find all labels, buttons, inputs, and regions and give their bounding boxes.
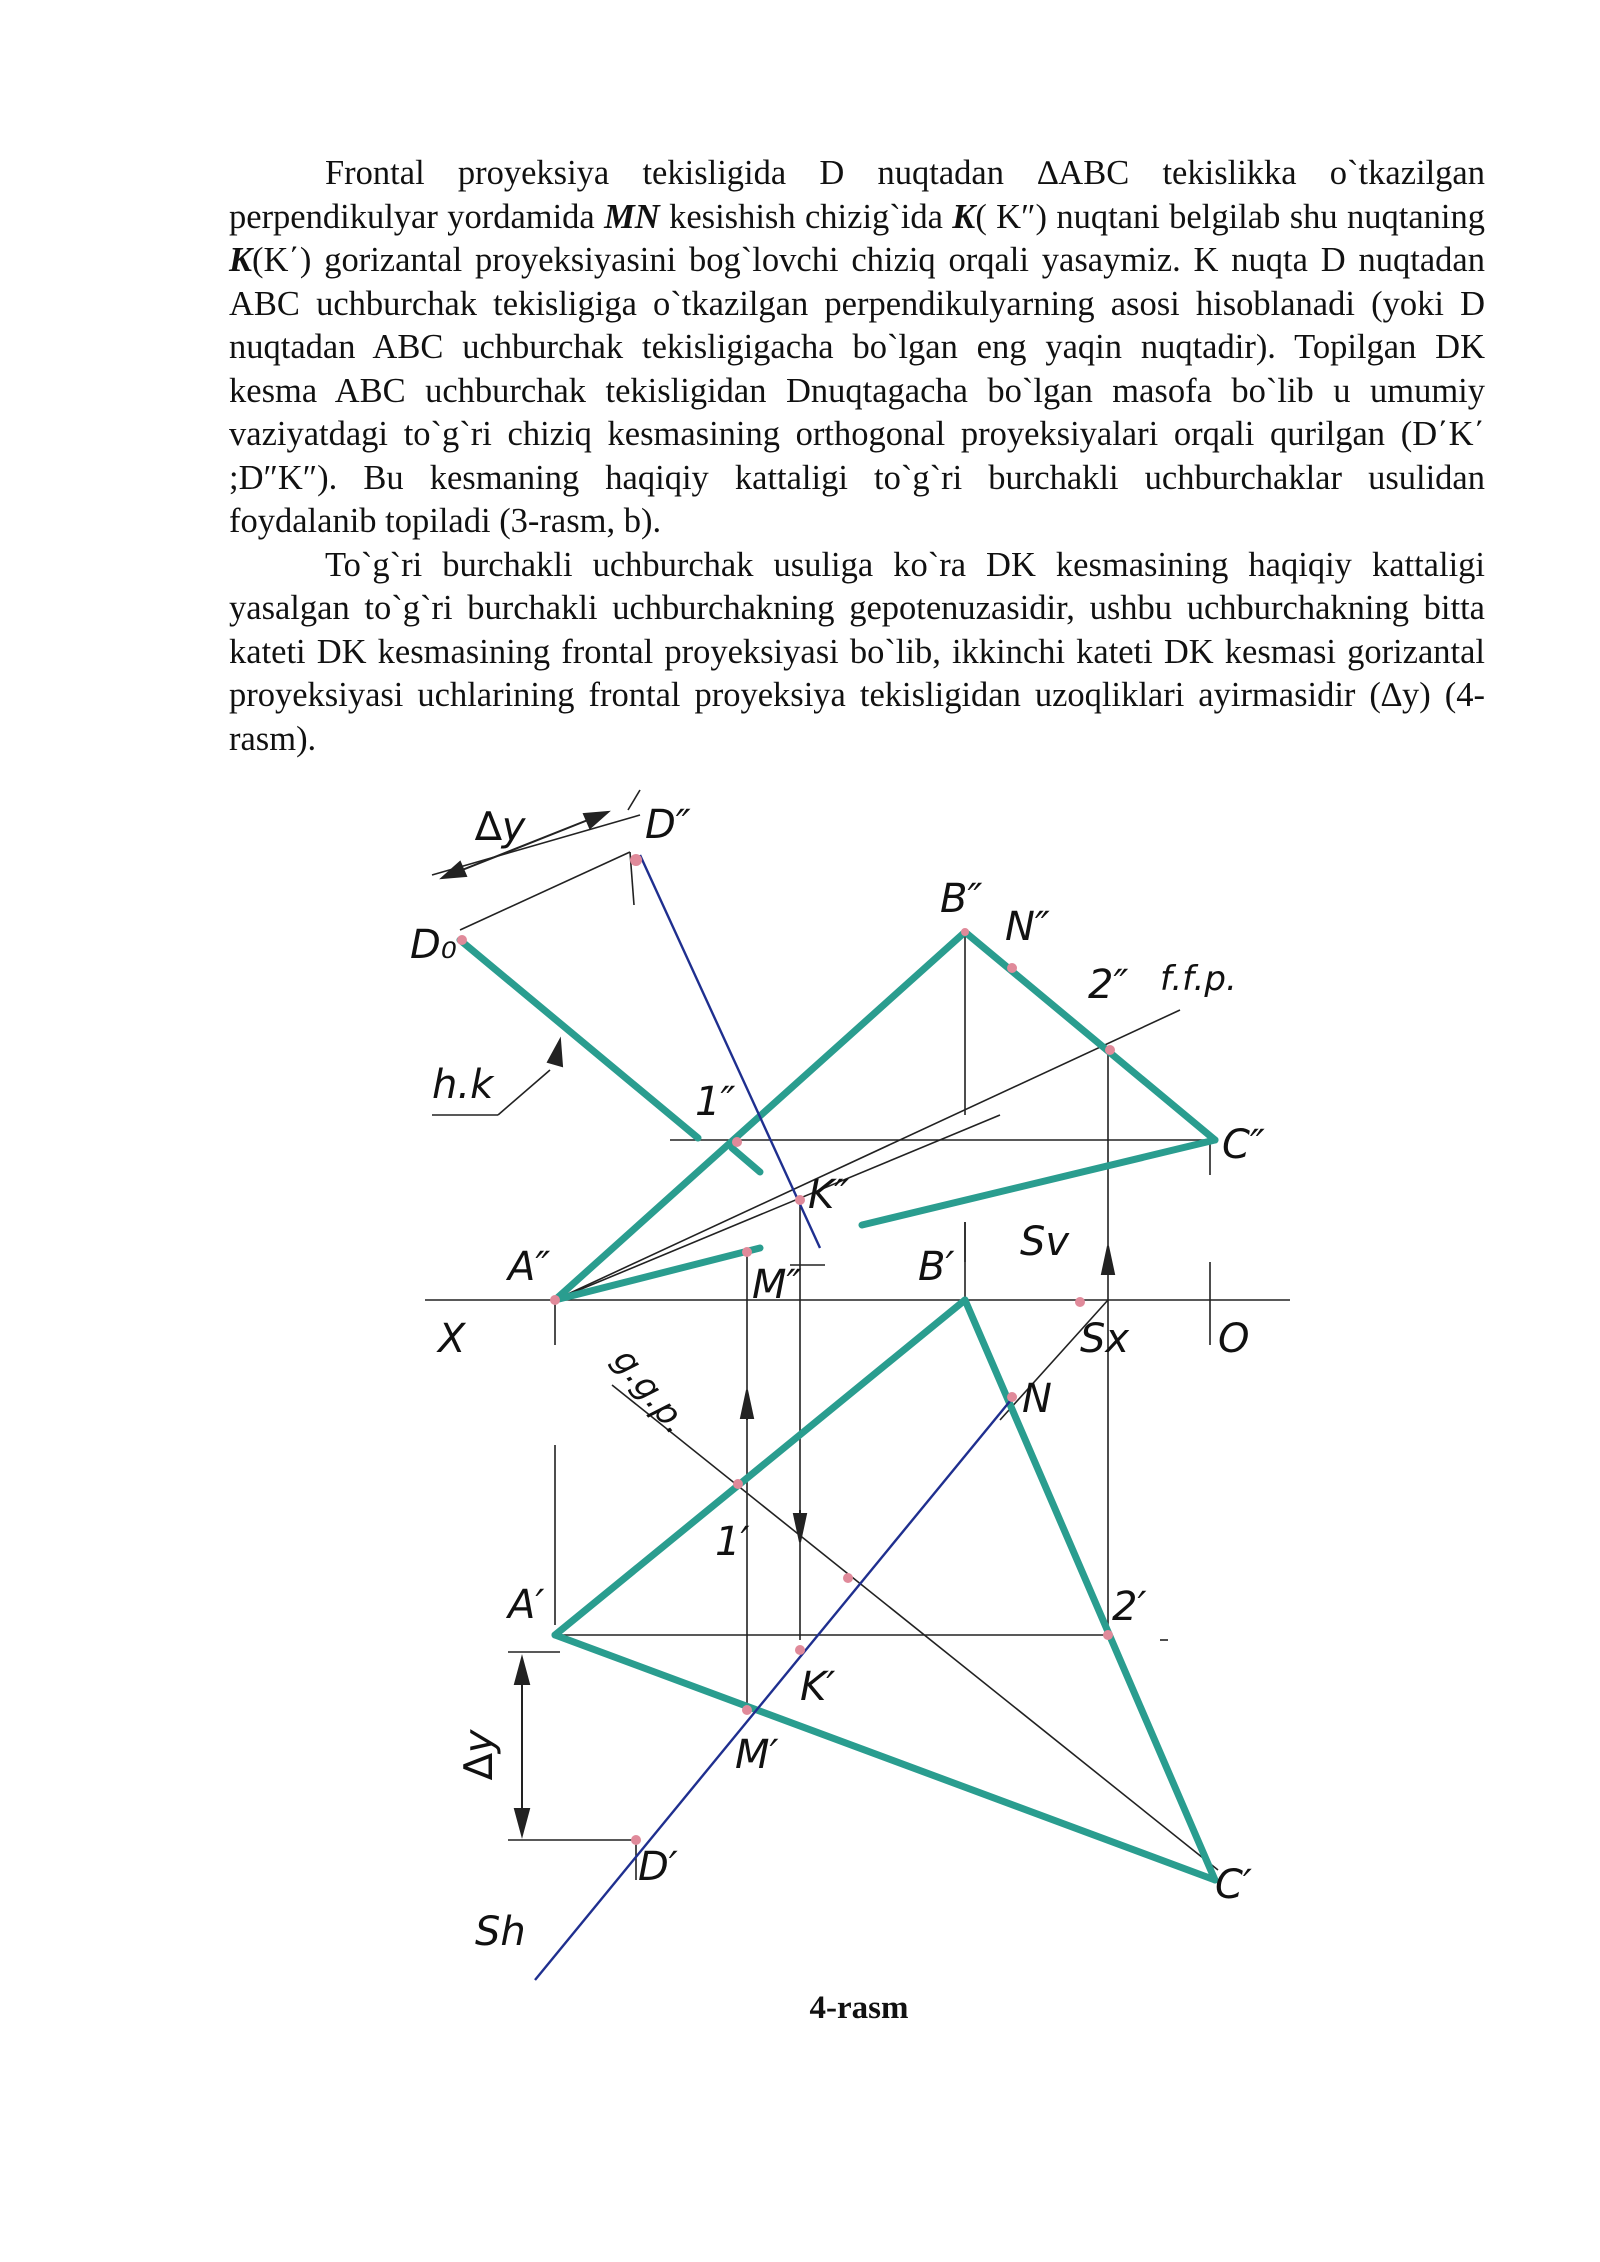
label-o: O (1218, 1316, 1250, 1362)
text-segment: (K΄) gorizantal proyeksiyasini bog`lovchi chiziq orqali yasaymiz. K nuqta D nuqtadan ABC uchburchak tekisligiga o`tkazilgan perpendikulyarning asosi hisoblanadi (yoki D nuqtadan ABC uchburchak tekisligigacha bo`lgan eng yaqin nuqtadir). Topilgan DK kesma ABC uchburchak tekisligidan Dnuqtagacha bo`lgan masofa bo`lib u umumiy vaziyatdagi to`g`ri chiziq kesmasining orthogonal proyeksiyalari orqali qurilgan (D΄K΄ ;D″K″). Bu kesmaning haqiqiy kattaligi to`g`ri burchakli uchburchaklar usulidan foydalanib topiladi (3-rasm, b). (229, 241, 1485, 540)
label-sh: Sh (475, 1909, 526, 1955)
figure-caption: 4-rasm (809, 1990, 909, 2026)
construction-lines (425, 790, 1290, 1880)
text-segment: kesishish chizig`ida (659, 197, 953, 236)
label-b2: B″ (940, 876, 983, 922)
label-n2: N″ (1005, 904, 1050, 950)
text-segment: MN (604, 197, 660, 236)
label-c1: C′ (1215, 1862, 1253, 1908)
label-m2: M″ (752, 1262, 802, 1308)
label-hk: h.k (432, 1062, 494, 1108)
label-k1: K′ (800, 1664, 836, 1710)
label-delta-y-top: ∆y (475, 804, 526, 850)
paragraph-2 (229, 544, 1485, 762)
text-segment: To`g`ri burchakli uchburchak usuliga ko`ra DK kesmasining haqiqiy kattaligi yasalgan to`g`ri burchakli uchburchakning gepotenuzasidir, ushbu uchburchakning bitta kateti DK kesmasining frontal proyeksiyasi bo`lib, ikkinchi kateti DK kesmasi gorizantal proyeksiyasi uchlarining frontal proyeksiya tekisligidan uzoqliklari ayirmasidir (∆y) (4-rasm). (229, 545, 1485, 758)
label-a2: A″ (508, 1244, 551, 1290)
body-text (229, 152, 1485, 761)
label-d2: D″ (645, 802, 691, 848)
label-sv: Sv (1020, 1219, 1070, 1265)
label-x-axis: X (438, 1316, 466, 1362)
label-m1: M′ (735, 1732, 779, 1778)
label-1-front: 1″ (695, 1079, 736, 1125)
text-segment: Frontal proyeksiya tekisligida D nuqtadan ∆ABC tekislikka o`tkazilgan perpendikulyar yordamida (229, 154, 1485, 236)
label-k2: K″ (808, 1172, 850, 1218)
label-d1: D′ (638, 1844, 678, 1890)
label-p2: 2″ (1088, 962, 1129, 1008)
label-d0: D₀ (410, 922, 457, 968)
label-ggp: g.g.p. (604, 1340, 697, 1443)
perpendicular-lines (535, 855, 1015, 1980)
descriptive-geometry-drawing (0, 780, 1600, 2040)
label-2-top: 2′ (1112, 1584, 1147, 1630)
text-segment: K (229, 241, 253, 279)
label-n1: N (1022, 1376, 1052, 1422)
paragraph-1 (229, 152, 1485, 544)
label-c2: C″ (1222, 1122, 1265, 1168)
triangle-abc (460, 932, 1215, 1880)
figure-4 (0, 780, 1600, 2040)
label-b1: B′ (918, 1244, 955, 1290)
label-a1: A′ (508, 1582, 545, 1628)
label-1-top: 1′ (715, 1519, 750, 1565)
text-segment: ( K″) nuqtani belgilab shu nuqtaning (975, 197, 1485, 236)
text-segment: K (952, 197, 976, 236)
label-ffp: f.f.p. (1160, 959, 1237, 999)
label-sx: Sx (1080, 1316, 1130, 1362)
intersection-points (457, 854, 1115, 1845)
label-delta-y-bottom: ∆y (456, 1729, 502, 1780)
